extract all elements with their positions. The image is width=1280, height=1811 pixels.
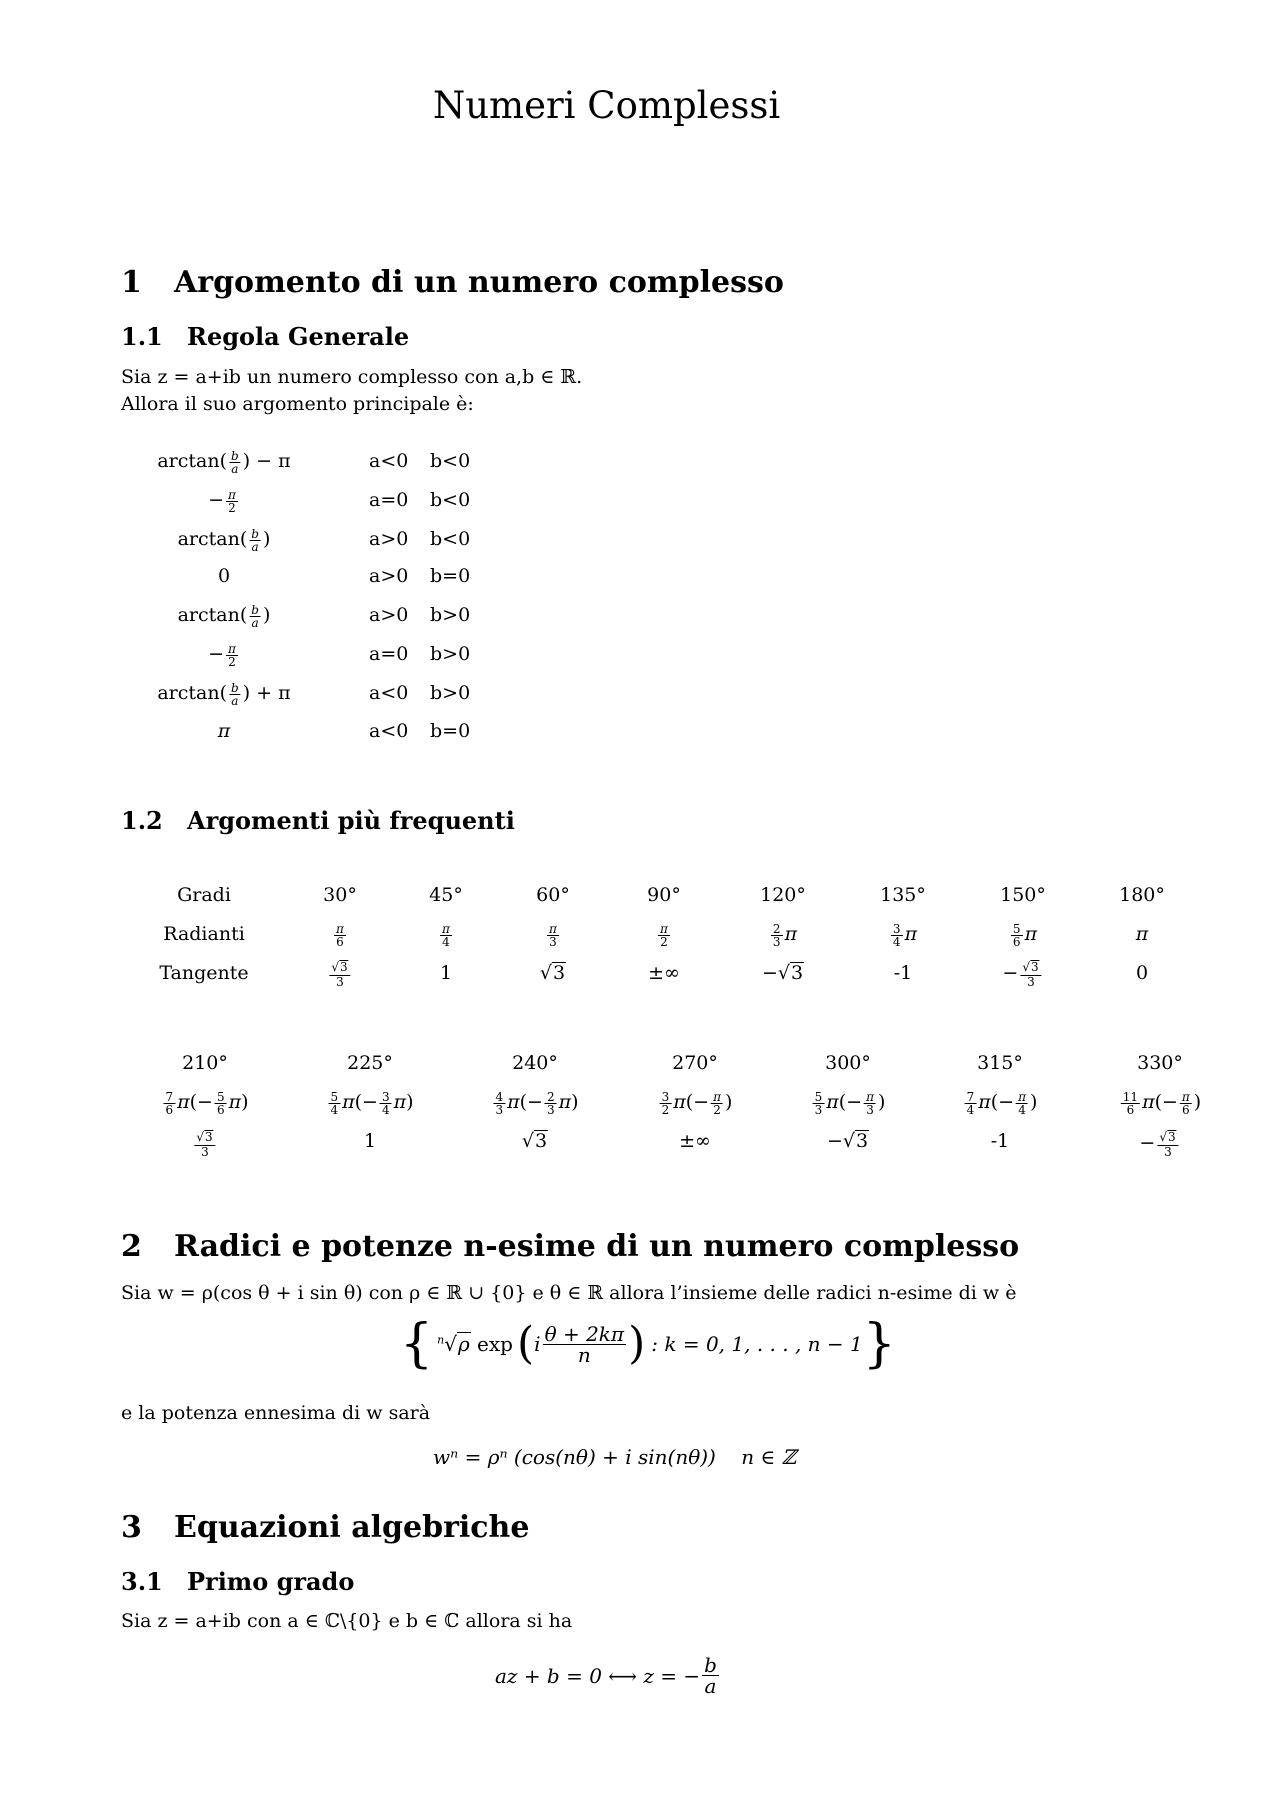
- radian-cell: $\frac{7}{4}$ π(− $\frac{\pi}{4}$ ): [966, 1089, 1038, 1117]
- arg-expr-zero: 0: [217, 565, 231, 587]
- section-number: 3: [121, 1510, 142, 1545]
- tangent-cell: $\frac{√3}{3}$: [192, 1130, 217, 1158]
- subsection-1-1-heading: [121, 322, 409, 352]
- radian-cell: $\frac{3}{4}$ π: [892, 921, 918, 949]
- degree-cell: 270°: [672, 1052, 718, 1074]
- section-title: Equazioni algebriche: [174, 1510, 530, 1545]
- radian-cell: $\frac{\pi}{6}$: [336, 921, 344, 949]
- condition-a: a<0: [369, 450, 409, 472]
- degree-cell: 60°: [536, 884, 570, 906]
- condition-b: b>0: [430, 604, 471, 626]
- arg-expr-pi: π: [217, 720, 231, 742]
- section-number: 2: [121, 1229, 142, 1264]
- radian-cell: $\frac{5}{6}$ π: [1012, 921, 1038, 949]
- subsection-title: Regola Generale: [187, 322, 410, 351]
- condition-b: b<0: [430, 489, 471, 511]
- paragraph-line: Sia z = a+ib un numero complesso con a,b ∈ ℝ.: [121, 366, 583, 388]
- radian-cell: $\frac{5}{3}$ π(− $\frac{\pi}{3}$ ): [814, 1089, 886, 1117]
- radian-cell: $\frac{5}{4}$ π(− $\frac{3}{4}$ π): [330, 1089, 414, 1117]
- subsection-title: Primo grado: [187, 1567, 355, 1596]
- radian-cell: $\frac{7}{6}$ π(− $\frac{5}{6}$ π): [165, 1089, 249, 1117]
- subsection-number: 1.1: [121, 322, 163, 351]
- degree-cell: 90°: [647, 884, 681, 906]
- section-1-heading: [121, 265, 784, 301]
- tangent-cell: 1: [363, 1130, 377, 1152]
- section-number: 1: [121, 265, 142, 300]
- condition-b: b=0: [430, 565, 471, 587]
- radian-cell: $\frac{\pi}{4}$: [442, 921, 450, 949]
- paragraph-line: Sia w = ρ(cos θ + i sin θ) con ρ ∈ ℝ ∪ {0} e θ ∈ ℝ allora l’insieme delle radici n-esime di w è: [121, 1282, 1017, 1304]
- section-2-heading: [121, 1229, 1019, 1265]
- row-label-tangent: Tangente: [159, 962, 249, 984]
- degree-cell: 135°: [880, 884, 926, 906]
- section-title: Radici e potenze n-esime di un numero complesso: [174, 1229, 1020, 1264]
- paragraph-line: Sia z = a+ib con a ∈ ℂ\{0} e b ∈ ℂ allora si ha: [121, 1610, 573, 1632]
- subsection-title: Argomenti più frequenti: [187, 806, 515, 835]
- radian-cell: $\frac{2}{3}$ π: [772, 921, 798, 949]
- condition-a: a=0: [369, 489, 409, 511]
- condition-b: b=0: [430, 720, 471, 742]
- subsection-1-2-heading: [121, 806, 515, 836]
- row-label-radians: Radianti: [163, 923, 245, 945]
- condition-a: a=0: [369, 643, 409, 665]
- tangent-cell: 0: [1135, 962, 1149, 984]
- arg-expr-minus-half-pi: − $\frac{\pi}{2}$: [208, 487, 236, 515]
- degree-cell: 150°: [1000, 884, 1046, 906]
- section-title: Argomento di un numero complesso: [174, 265, 784, 300]
- tangent-cell: − $\frac{√3}{3}$: [1139, 1130, 1180, 1158]
- degree-cell: 120°: [760, 884, 806, 906]
- power-formula: wⁿ = ρⁿ (cos(nθ) + i sin(nθ)) n ∈ ℤ: [433, 1445, 797, 1469]
- radian-cell: $\frac{4}{3}$ π(− $\frac{2}{3}$ π): [495, 1089, 579, 1117]
- condition-b: b>0: [430, 682, 471, 704]
- arg-expr-arctan: arctan( $\frac{b}{a}$ ): [177, 526, 271, 554]
- condition-a: a>0: [369, 528, 409, 550]
- condition-b: b>0: [430, 643, 471, 665]
- degree-cell: 330°: [1137, 1052, 1183, 1074]
- subsection-number: 3.1: [121, 1567, 163, 1596]
- tangent-cell: √3: [539, 962, 566, 984]
- degree-cell: 210°: [182, 1052, 228, 1074]
- degree-cell: 315°: [977, 1052, 1023, 1074]
- condition-b: b<0: [430, 528, 471, 550]
- tangent-cell: −√3: [826, 1130, 869, 1152]
- radian-cell: π: [1135, 923, 1149, 945]
- tangent-cell: − $\frac{√3}{3}$: [1002, 960, 1043, 988]
- tangent-cell: -1: [893, 962, 913, 984]
- degree-cell: 30°: [323, 884, 357, 906]
- tangent-cell: 1: [439, 962, 453, 984]
- radian-cell: $\frac{\pi}{2}$: [660, 921, 668, 949]
- subsection-number: 1.2: [121, 806, 163, 835]
- tangent-cell: −√3: [761, 962, 804, 984]
- condition-b: b<0: [430, 450, 471, 472]
- tangent-cell: √3: [521, 1130, 548, 1152]
- first-degree-equation: az + b = 0 ⟷ z = − $\frac{b}{a}$: [495, 1653, 717, 1698]
- row-label-degrees: Gradi: [177, 884, 231, 906]
- arg-expr-minus-half-pi: − $\frac{\pi}{2}$: [208, 641, 236, 669]
- section-3-heading: [121, 1510, 529, 1546]
- tangent-cell: ±∞: [648, 962, 680, 984]
- degree-cell: 300°: [825, 1052, 871, 1074]
- subsection-3-1-heading: [121, 1567, 354, 1597]
- condition-a: a<0: [369, 682, 409, 704]
- condition-a: a>0: [369, 565, 409, 587]
- roots-set-formula: { $^n$√ρ exp ( i $\frac{\theta + 2k\pi}{n}$ ) : k = 0, 1, . . . , n − 1 }: [400, 1314, 896, 1374]
- tangent-cell: ±∞: [679, 1130, 711, 1152]
- arg-expr-arctan-plus-pi: arctan( $\frac{b}{a}$ ) + π: [157, 680, 291, 708]
- paragraph-line: Allora il suo argomento principale è:: [121, 393, 474, 415]
- degree-cell: 180°: [1119, 884, 1165, 906]
- degree-cell: 225°: [347, 1052, 393, 1074]
- radian-cell: $\frac{\pi}{3}$: [549, 921, 557, 949]
- tangent-cell: $\frac{√3}{3}$: [327, 960, 352, 988]
- degree-cell: 45°: [429, 884, 463, 906]
- arg-expr-arctan-minus-pi: arctan( $\frac{b}{a}$ ) − π: [157, 448, 291, 476]
- tangent-cell: -1: [990, 1130, 1010, 1152]
- degree-cell: 240°: [512, 1052, 558, 1074]
- page-title: Numeri Complessi: [432, 84, 781, 127]
- condition-a: a>0: [369, 604, 409, 626]
- radian-cell: $\frac{3}{2}$ π(− $\frac{\pi}{2}$ ): [661, 1089, 733, 1117]
- paragraph-line: e la potenza ennesima di w sarà: [121, 1402, 431, 1424]
- condition-a: a<0: [369, 720, 409, 742]
- radian-cell: $\frac{11}{6}$ π(− $\frac{\pi}{6}$ ): [1122, 1089, 1202, 1117]
- arg-expr-arctan: arctan( $\frac{b}{a}$ ): [177, 602, 271, 630]
